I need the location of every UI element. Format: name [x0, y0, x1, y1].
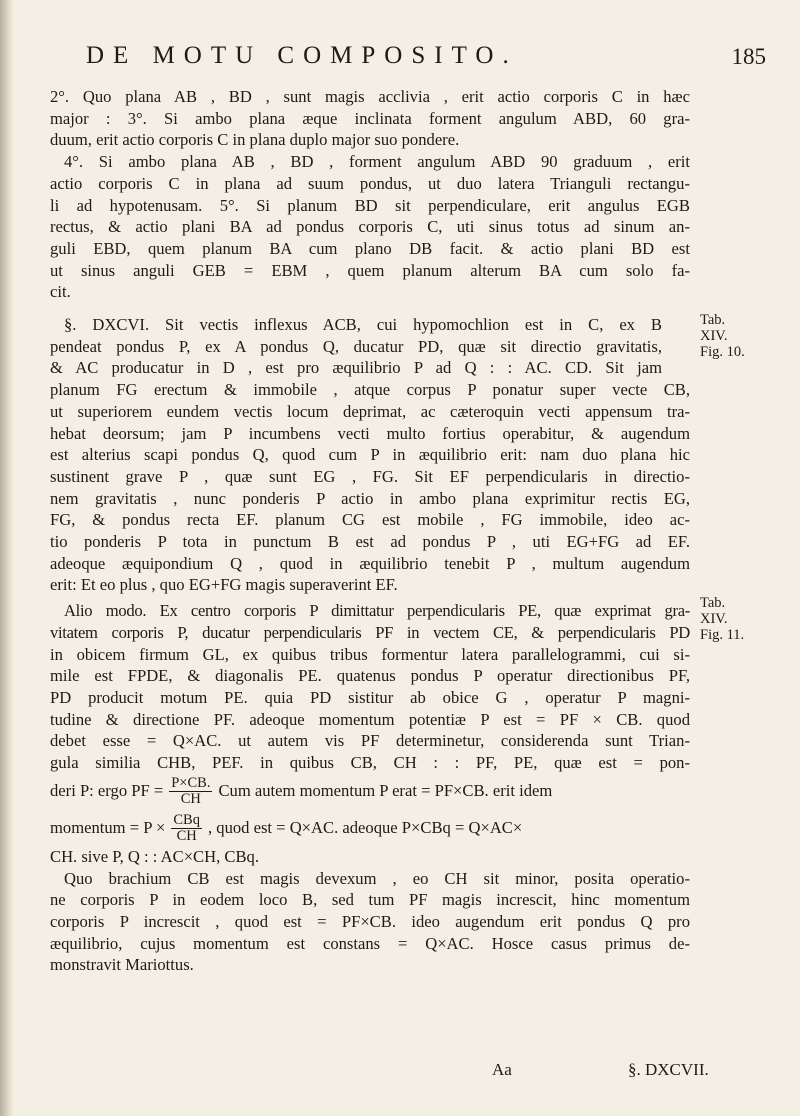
- text-line: hebat deorsum; jam P incumbens vecti multo fortius operabitur, & augendum: [50, 423, 690, 443]
- text-line: rectus, & actio plani BA ad pondus corporis C, uti sinus totus ad sinum an-: [50, 217, 690, 237]
- text-line: ut superiorem eundem vectis locum deprimat, ac cæteroquin vecti appensum tra-: [50, 401, 690, 421]
- margin-note-line: XIV.: [700, 611, 728, 627]
- fraction-numerator: CBq: [173, 811, 200, 828]
- text-line: CH. sive P, Q : : AC×CH, CBq.: [50, 846, 259, 866]
- text-line: debet esse = Q×AC. ut autem vis PF determinetur, considerenda sunt Trian-: [50, 731, 690, 751]
- formula-prefix: momentum = P ×: [50, 818, 166, 838]
- text-line: adeoque æquipondium Q , quod in æquilibrio tenebit P , multum augendum: [50, 553, 690, 573]
- margin-note-line: Fig. 10.: [700, 344, 745, 360]
- margin-note-tab-xiv-fig-11: [700, 595, 770, 643]
- body-text: [50, 86, 690, 976]
- text-line: ut sinus anguli GEB = EBM , quem planum alterum BA cum solo fa-: [50, 260, 690, 280]
- text-line: est alterius scapi pondus Q, quod cum P in æquilibrio erit: nam duo plana hic: [50, 445, 690, 465]
- text-line: li ad hypotenusam. 5°. Si planum BD sit perpendiculare, erit angulus EGB: [50, 195, 690, 215]
- text-line: Quo brachium CB est magis devexum , eo CH sit minor, posita operatio-: [64, 868, 690, 888]
- text-line: planum FG erectum & immobile , atque corpus P ponatur super vecte CB,: [50, 380, 690, 400]
- fraction: [171, 813, 202, 844]
- fraction: [169, 776, 212, 807]
- formula-prefix: deri P: ergo PF =: [50, 781, 164, 801]
- fraction-numerator: P×CB.: [171, 774, 211, 791]
- paragraph-3: [50, 600, 690, 976]
- text-line: & AC producatur in D , est pro æquilibrio P ad Q : : AC. CD. Sit jam: [50, 358, 662, 378]
- text-line: cit.: [50, 282, 71, 302]
- text-line: mile est FPDE, & diagonalis PE. quatenus pondus P operatur directionibus PF,: [50, 666, 690, 686]
- text-line: ne corporis P in eodem loco B, sed tum PF magis increscit, hinc momentum: [50, 890, 690, 910]
- page-number: 185: [731, 44, 766, 69]
- text-line: 2°. Quo plana AB , BD , sunt magis acclivia , erit actio corporis C in hæc: [50, 87, 690, 106]
- text-line: PD producit motum PE. quia PD sistitur ab obice G , operatur P magni-: [50, 687, 690, 707]
- catchword: §. DXCVII.: [628, 1060, 709, 1079]
- signature-mark: Aa: [492, 1060, 512, 1079]
- page-header: [86, 42, 766, 82]
- fraction-denominator: CH: [176, 827, 197, 844]
- text-line: guli EBD, quem planum BA cum plano DB facit. & actio plani BD est: [50, 238, 690, 258]
- text-line: actio corporis C in plana ad suum pondus, ut duo latera Trianguli rectangu-: [50, 173, 690, 193]
- text-line: 4°. Si ambo plana AB , BD , forment angulum ABD 90 graduum , erit: [64, 152, 690, 172]
- text-line: tudine & directione PF. adeoque momentum potentiæ P est = PF × CB. quod: [50, 709, 690, 729]
- text-line: tio ponderis P tota in punctum B est ad pondus P , uti EG+FG ad EF.: [50, 532, 690, 552]
- formula-suffix: Cum autem momentum P erat = PF×CB. erit idem: [218, 781, 553, 801]
- paragraph-1: [50, 86, 690, 303]
- text-line: vitatem corporis P, ducatur perpendicularis PF in vectem CE, & perpendicularis PD: [50, 622, 690, 642]
- text-line: in obicem firmum GL, ex quibus tribus formentur latera parallelogrammi, cui si-: [50, 644, 690, 664]
- text-line: FG, & pondus recta EF. planum CG est mobile , FG immobile, ideo ac-: [50, 510, 690, 530]
- formula-suffix: , quod est = Q×AC. adeoque P×CBq = Q×AC×: [207, 818, 523, 838]
- margin-note-line: Tab.: [700, 595, 726, 611]
- text-line: corporis P increscit , quod est = PF×CB. ideo augendum erit pondus Q pro: [50, 911, 690, 931]
- text-line: gula similia CHB, PEF. in quibus CB, CH : : PF, PE, quæ est = pon-: [50, 753, 690, 773]
- text-line: pendeat pondus P, ex A pondus Q, ducatur PD, quæ sit directio gravitatis,: [50, 336, 662, 356]
- text-line: major : 3°. Si ambo plana æque inclinata forment angulum ABD, 60 gra-: [50, 108, 690, 128]
- text-line: Alio modo. Ex centro corporis P dimittatur perpendicularis PE, quæ exprimat gra-: [64, 601, 690, 621]
- page-gutter-shadow: [0, 0, 14, 1116]
- fraction-denominator: CH: [180, 790, 201, 807]
- formula-line: [50, 813, 690, 844]
- margin-note-line: Tab.: [700, 312, 726, 328]
- formula-line: [50, 776, 690, 807]
- margin-note-line: Fig. 11.: [700, 627, 745, 643]
- text-line: monstravit Mariottus.: [50, 955, 194, 975]
- text-line: sustinent grave P , quæ sunt EG , FG. Sit EF perpendicularis in directio-: [50, 466, 690, 486]
- running-head: DE MOTU COMPOSITO.: [86, 42, 518, 69]
- paragraph-2: [50, 314, 690, 596]
- text-line: duum, erit actio corporis C in plana duplo major suo pondere.: [50, 130, 460, 150]
- margin-note-tab-xiv-fig-10: [700, 312, 770, 360]
- text-line: §. DXCVI. Sit vectis inflexus ACB, cui hypomochlion est in C, ex B: [64, 315, 662, 335]
- text-line: erit: Et eo plus , quo EG+FG magis superaverint EF.: [50, 575, 398, 595]
- text-line: nem gravitatis , nunc ponderis P actio in ambo plana exprimitur rectis EG,: [50, 488, 690, 508]
- text-line: æquilibrio, cujus momentum est constans = Q×AC. Hosce casus primus de-: [50, 933, 690, 953]
- margin-note-line: XIV.: [700, 328, 728, 344]
